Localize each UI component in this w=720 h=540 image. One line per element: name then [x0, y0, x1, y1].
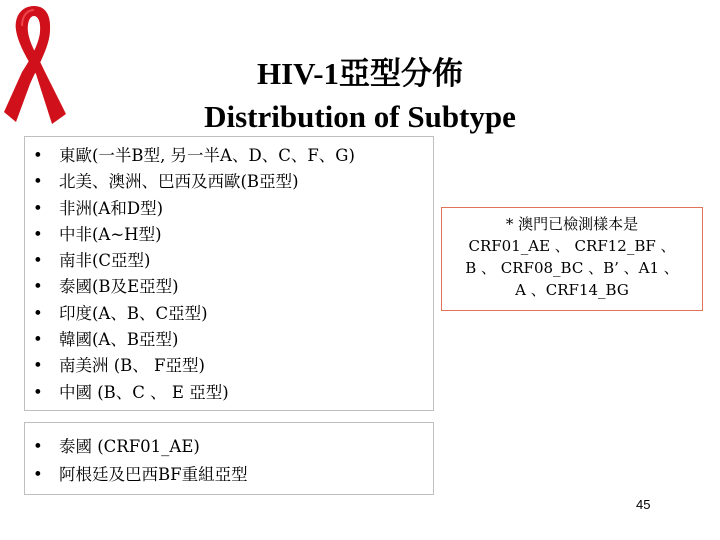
slide-title-chinese: HIV-1亞型分佈	[256, 56, 464, 91]
bullet: •	[33, 465, 43, 484]
bullet: •	[33, 303, 43, 323]
bullet: •	[33, 146, 43, 165]
list-item-text: 印度(A、B、C亞型)	[59, 303, 208, 323]
note-line: CRF01_AE 、 CRF12_BF 、	[468, 237, 676, 255]
list-item-text: 中國 (B、C 、 E 亞型)	[59, 382, 229, 402]
list-item-text: 南美洲 (B、 F亞型)	[59, 356, 205, 376]
bullet: •	[33, 172, 43, 192]
regional-subtype-list-box	[24, 136, 434, 411]
bullet: •	[33, 251, 43, 271]
list-item	[33, 196, 433, 222]
list-item-text: 非洲(A和D型)	[59, 198, 164, 218]
bullet: •	[33, 330, 43, 350]
list-item-text: 泰國 (CRF01_AE)	[59, 437, 200, 456]
list-item	[33, 461, 433, 489]
list-item	[33, 169, 433, 195]
slide-title-english: Distribution of Subtype	[204, 99, 516, 134]
bullet: •	[33, 198, 43, 218]
page-number: 45	[636, 497, 651, 512]
regional-subtype-list	[25, 137, 433, 406]
bullet: •	[33, 277, 43, 297]
list-item-text: 阿根廷及巴西BF重組亞型	[59, 465, 248, 484]
list-item	[33, 301, 433, 327]
recombinant-list	[25, 423, 433, 489]
macau-sample-note-box	[441, 207, 703, 311]
list-item	[33, 143, 433, 169]
bullet: •	[33, 356, 43, 376]
note-line: B 、 CRF08_BC 、B’ 、A1 、	[465, 259, 679, 277]
list-item	[33, 248, 433, 274]
list-item	[33, 274, 433, 300]
list-item-text: 泰國(B及E亞型)	[59, 277, 179, 297]
bullet: •	[33, 224, 43, 244]
list-item-text: 南非(C亞型)	[59, 251, 151, 271]
bullet: •	[33, 382, 43, 402]
note-line: * 澳門已檢測樣本是	[505, 215, 639, 233]
list-item	[33, 380, 433, 406]
recombinant-subtype-box	[24, 422, 434, 495]
list-item	[33, 353, 433, 379]
note-line: A 、CRF14_BG	[515, 281, 629, 299]
list-item-text: 中非(A~H型)	[59, 224, 162, 244]
list-item	[33, 222, 433, 248]
list-item	[33, 433, 433, 461]
list-item-text: 北美、澳洲、巴西及西歐(B亞型)	[59, 172, 299, 192]
list-item-text: 韓國(A、B亞型)	[59, 330, 179, 350]
list-item	[33, 327, 433, 353]
list-item-text: 東歐(一半B型, 另一半A、D、C、F、G)	[59, 146, 355, 165]
bullet: •	[33, 437, 43, 456]
